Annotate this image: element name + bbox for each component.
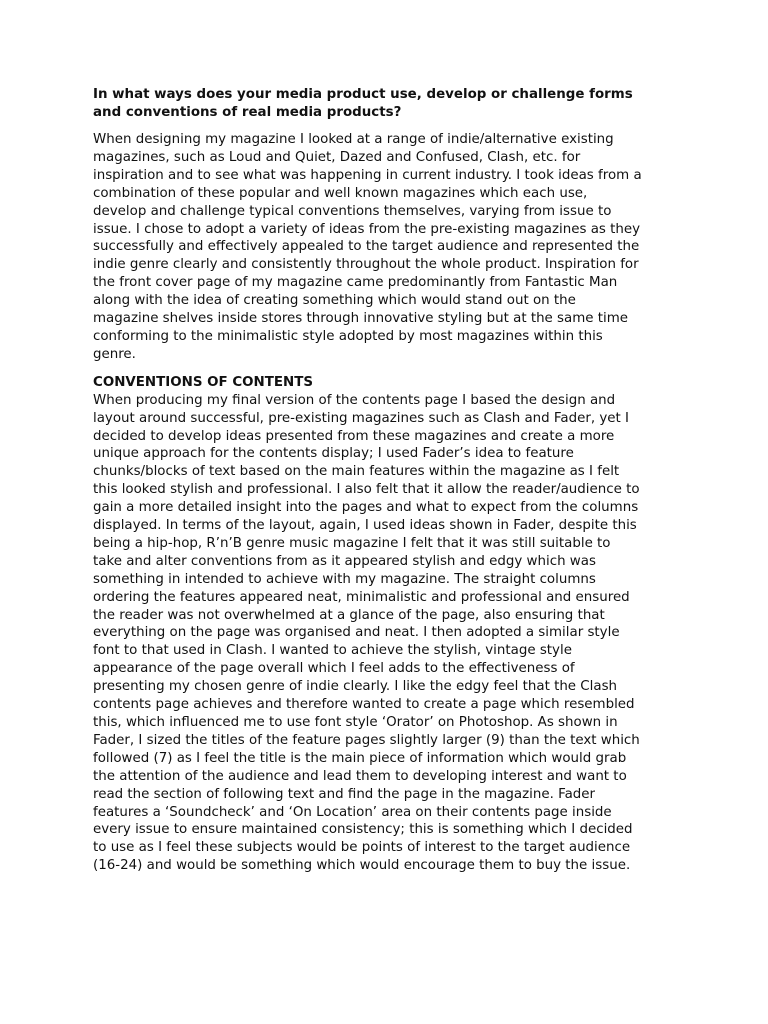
intro-line: develop and challenge typical conventions themselves, varying from issue to bbox=[93, 203, 612, 219]
section-line: everything on the page was organised and neat. I then adopted a similar style bbox=[93, 625, 620, 641]
section-line: gain a more detailed insight into the pages and what to expect from the columns bbox=[93, 500, 639, 516]
section-line: the reader was not overwhelmed at a glance of the page, also ensuring that bbox=[93, 607, 605, 623]
intro-line: magazines, such as Loud and Quiet, Dazed and Confused, Clash, etc. for bbox=[93, 149, 581, 165]
intro-line: combination of these popular and well known magazines which each use, bbox=[93, 185, 588, 201]
section-line: being a hip-hop, R’n’B genre music magazine I felt that it was still suitable to bbox=[93, 535, 611, 551]
question-line: and conventions of real media products? bbox=[93, 104, 402, 120]
intro-line: indie genre clearly and consistently throughout the whole product. Inspiration for bbox=[93, 257, 639, 273]
section-line: When producing my final version of the contents page I based the design and bbox=[93, 392, 616, 408]
section-line: layout around successful, pre-existing magazines such as Clash and Fader, yet I bbox=[93, 410, 629, 426]
intro-line: magazine shelves inside stores through innovative styling but at the same time bbox=[93, 311, 629, 327]
section-line: features a ‘Soundcheck’ and ‘On Location’ area on their contents page inside bbox=[93, 804, 612, 820]
intro-line: the front cover page of my magazine came predominantly from Fantastic Man bbox=[93, 275, 618, 291]
section-line: presenting my chosen genre of indie clearly. I like the edgy feel that the Clash bbox=[93, 679, 618, 695]
intro-line: When designing my magazine I looked at a range of indie/alternative existing bbox=[93, 132, 614, 147]
section-line: this, which influenced me to use font style ‘Orator’ on Photoshop. As shown in bbox=[93, 715, 618, 730]
intro-line: successfully and effectively appealed to the target audience and represented the bbox=[93, 239, 640, 255]
section-line: appearance of the page overall which I feel adds to the effectiveness of bbox=[93, 661, 575, 677]
section-line: to use as I feel these subjects would be points of interest to the target audience bbox=[93, 840, 631, 856]
section-line: read the section of following text and find the page in the magazine. Fader bbox=[93, 786, 596, 802]
section-line: font to that used in Clash. I wanted to achieve the stylish, vintage style bbox=[93, 643, 572, 659]
question-heading bbox=[93, 86, 683, 121]
document-page bbox=[93, 86, 683, 885]
section-line: every issue to ensure maintained consistency; this is something which I decided bbox=[93, 822, 633, 838]
section-line: (16-24) and would be something which would encourage them to buy the issue. bbox=[93, 858, 631, 874]
section-line: unique approach for the contents display; I used Fader’s idea to feature bbox=[93, 446, 574, 462]
intro-line: along with the idea of creating something which would stand out on the bbox=[93, 293, 576, 309]
section-line: chunks/blocks of text based on the main features within the magazine as I felt bbox=[93, 464, 620, 480]
section-line: contents page achieves and therefore wanted to create a page which resembled bbox=[93, 697, 635, 713]
intro-line: inspiration and to see what was happening in current industry. I took ideas from a bbox=[93, 167, 642, 183]
section-line: ordering the features appeared neat, minimalistic and professional and ensured bbox=[93, 589, 630, 605]
section-line: decided to develop ideas presented from these magazines and create a more bbox=[93, 428, 615, 444]
intro-paragraph bbox=[93, 131, 683, 364]
intro-line: genre. bbox=[93, 346, 136, 362]
section-line: followed (7) as I feel the title is the main piece of information which would grab bbox=[93, 750, 627, 766]
intro-line: issue. I chose to adopt a variety of ideas from the pre-existing magazines as they bbox=[93, 221, 641, 237]
section-line: Fader, I sized the titles of the feature pages slightly larger (9) than the text which bbox=[93, 732, 640, 748]
section-line: this looked stylish and professional. I also felt that it allow the reader/audience to bbox=[93, 482, 640, 498]
section-line: something in intended to achieve with my magazine. The straight columns bbox=[93, 571, 596, 587]
section-line: take and alter conventions from as it appeared stylish and edgy which was bbox=[93, 553, 596, 569]
question-line: In what ways does your media product use, develop or challenge forms bbox=[93, 87, 633, 102]
section-heading: CONVENTIONS OF CONTENTS bbox=[93, 374, 314, 390]
section-line: displayed. In terms of the layout, again, I used ideas shown in Fader, despite this bbox=[93, 518, 637, 534]
intro-line: conforming to the minimalistic style adopted by most magazines within this bbox=[93, 328, 603, 344]
section-line: the attention of the audience and lead them to developing interest and want to bbox=[93, 768, 627, 784]
section-paragraph bbox=[93, 392, 683, 875]
